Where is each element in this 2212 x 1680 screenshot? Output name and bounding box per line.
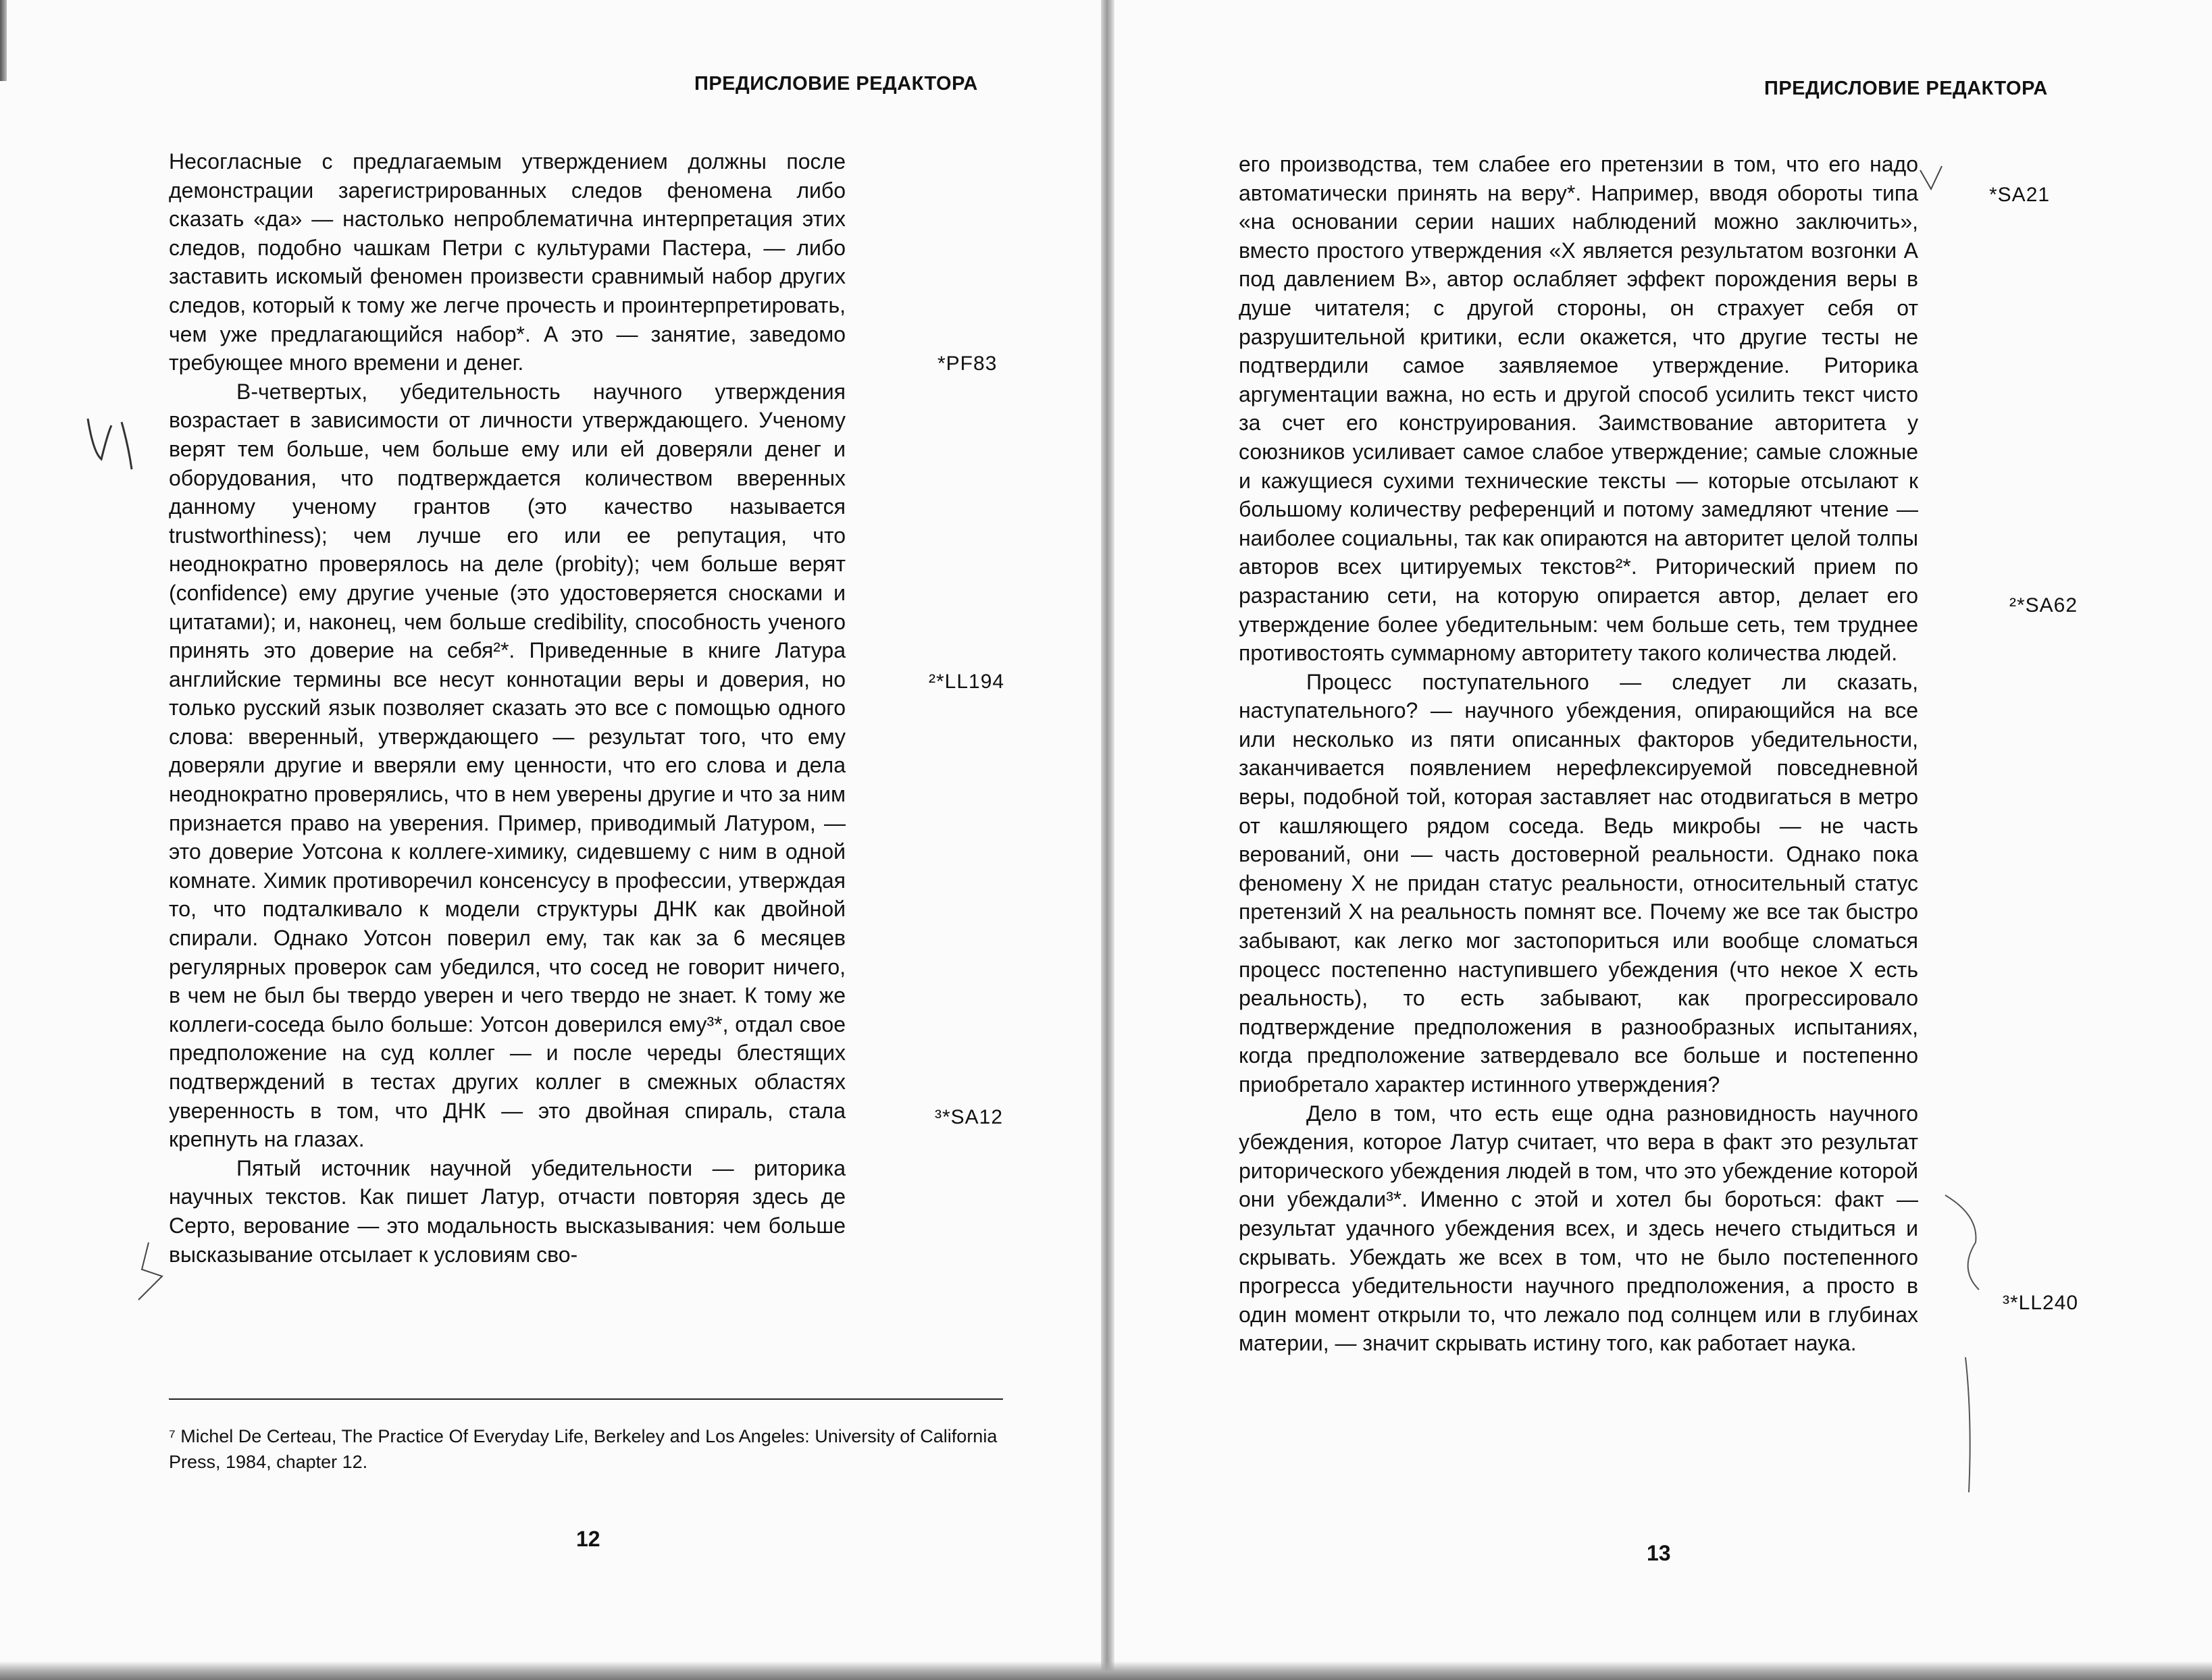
- running-head-left: ПРЕДИСЛОВИЕ РЕДАКТОРА: [694, 73, 978, 95]
- margin-note: ³*LL240: [2003, 1292, 2079, 1314]
- page-number-left: 12: [576, 1527, 600, 1551]
- paragraph: Пятый источник научной убедительности — риторика научных текстов. Как пишет Латур, отчасти повторяя здесь де Серто, верование — это модальность высказывания: чем больше высказывание отсылает к условиям сво-: [169, 1155, 846, 1267]
- margin-note: *PF83: [937, 352, 998, 375]
- margin-note: ²*LL194: [929, 671, 1005, 693]
- scan-edge-shadow: [0, 0, 7, 81]
- paragraph: Процесс поступательного — следует ли сказать, наступательного? — научного убеждения, опирающийся на все или несколько из пяти описанных факторов убедительности, заканчивается появлением нерефлексируемой повседневной веры, подобной той, которая заставляет нас отодвигаться в метро от кашляющего рядом соседа. Ведь микробы — не часть верований, они — часть достоверной реальности. Однако пока феномену X не придан статус реальности, относительный статус претензий X на реальность помнят все. Почему же все так быстро забывают, как легко мог застопориться или вообще сломаться процесс постепенно наступившего убеждения (что некое X есть реальность), то есть забывают, как прогрессировало подтверждение предположения в разнообразных испытаниях, когда предположение затвердевало все больше и постепенно приобретало характер истинного утверждения?: [1239, 669, 1918, 1097]
- paragraph: Дело в том, что есть еще одна разновидность научного убеждения, которое Латур считает, что вера в факт это результат риторического убеждения людей в том, что это убеждение которой они убеждали³*. Именно с этой и хотел бы бороться: факт — результат удачного убеждения всех, и здесь нечего стыдиться и скрывать. Убеждать же всех в том, что не было постепенного прогресса убедительности научного предположения, а просто в один момент открыли то, что лежало под солнцем или в глубинах материи, — значит скрывать истину того, как работает наука.: [1239, 1101, 1918, 1356]
- handwritten-mark-icon: [81, 405, 155, 479]
- paragraph: его производства, тем слабее его претензии в том, что его надо автоматически принять на веру*. Например, вводя обороты типа «на основании серии наших наблюдений можно заключить», вместо простого утверждения «X является результатом возгонки А под давлением В», автор ослабляет эффект порождения веры в душе читателя; с другой стороны, он страхует себя от разрушительной критики, если окажется, что другие тесты не подтвердили самое заявляемое утверждение. Риторика аргументации важна, но есть и другой способ усилить текст чисто за счет его конструирования. Заимствование авторитета у союзников усиливает самое слабое утверждение; самые сложные и кажущиеся сухими технические тексты — которые отсылают к большому количеству референций и потому замедляют чтение — наиболее социальны, так как опираются на авторитет целой толпы авторов всех цитируемых текстов²*. Риторический прием по разрастанию сети, на которую опирается автор, делает его утверждение более убедительным: чем больше сеть, тем труднее противостоять суммарному авторитету такого количества людей.: [1239, 152, 1918, 666]
- left-page: [0, 0, 1101, 1680]
- right-body-text: [1239, 150, 1918, 1358]
- page-number-right: 13: [1647, 1541, 1671, 1565]
- right-page: [1114, 0, 2212, 1680]
- margin-note: ²*SA62: [2009, 594, 2078, 616]
- margin-note: *SA21: [1989, 184, 2051, 206]
- paragraph: В-четвертых, убедительность научного утверждения возрастает в зависимости от личности утверждающего. Ученому верят тем больше, чем больше ему или ей доверяли денег и оборудования, что подтверждается количеством вверенных данному ученому грантов (это качество называется trustworthiness); чем лучше его или ее репутация, что неоднократно проверялось на деле (probity); чем больше верят (confidence) ему другие ученые (это удостоверяется сносками и цитатами); и, наконец, чем больше credibility, способность ученого принять это доверие на себя²*. Приведенные в книге Латура английские термины все несут коннотации веры и доверия, но только русский язык позволяет сказать это все с помощью одного слова: вверенный, утверждающего — результат того, что ему доверяли другие и вверяли ему ценности, что его слова и дела неоднократно проверялись, что в нем уверены другие и что за ним признается право на уверения. Пример, приводимый Латуром, — это доверие Уотсона к коллеге-химику, сидевшему с ним в одной комнате. Химик противоречил консенсусу в профессии, утверждая то, что подталкивало к модели структуры ДНК как двойной спирали. Однако Уотсон поверил ему, так как за 6 месяцев регулярных проверок сам убедился, что сосед не говорит ничего, в чем не был бы твердо уверен и чего твердо не знает. К тому же коллеги-соседа было больше: Уотсон доверился ему³*, отдал свое предположение на суд коллег — и после череды блестящих подтверждений в тестах других коллег в смежных областях уверенность в том, что ДНК — это двойная спираль, стала крепнуть на глазах.: [169, 379, 846, 1152]
- handwritten-bracket-icon: [1938, 1188, 1992, 1499]
- left-body-text: [169, 147, 846, 1269]
- scan-bottom-shadow: [0, 1661, 2212, 1680]
- book-gutter: [1101, 0, 1114, 1680]
- footnote-divider: [169, 1398, 1003, 1400]
- paragraph: Несогласные с предлагаемым утверждением должны после демонстрации зарегистрированных следов феномена либо сказать «да» — настолько непроблематична интерпретация этих следов, подобно чашкам Петри с культурами Пастера, — либо заставить искомый феномен произвести сравнимый набор других следов, который к тому же легче прочесть и проинтерпретировать, чем уже предлагающийся набор*. А это — занятие, заведомо требующее много времени и денег.: [169, 149, 846, 375]
- handwritten-check-icon: [1915, 162, 1955, 203]
- margin-note: ³*SA12: [935, 1106, 1004, 1128]
- handwritten-bracket-icon: [122, 1236, 203, 1317]
- footnote: ⁷ Michel De Certeau, The Practice Of Everyday Life, Berkeley and Los Angeles: University of California Press, 1984, chapter 12.: [169, 1426, 998, 1472]
- running-head-right: ПРЕДИСЛОВИЕ РЕДАКТОРА: [1764, 78, 2048, 99]
